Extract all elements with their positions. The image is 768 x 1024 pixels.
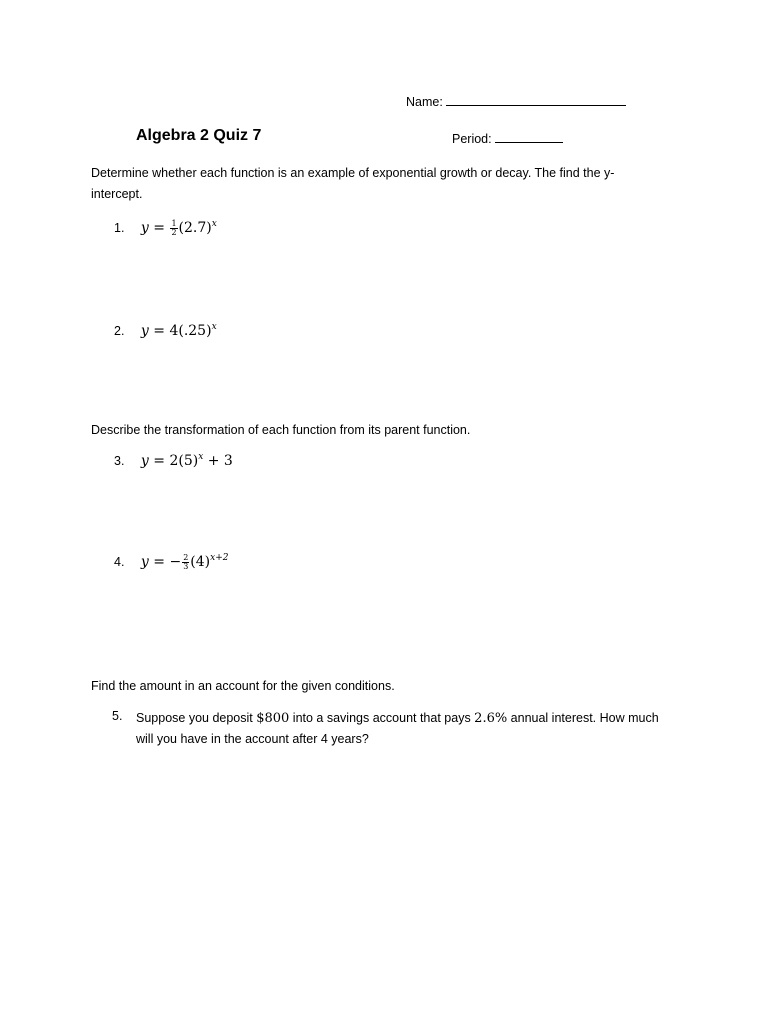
question-3-equation: $y = 2(5)^x + 3$: [140, 452, 233, 469]
question-number: 3.: [114, 454, 125, 468]
question-1: [114, 219, 217, 237]
name-field[interactable]: [406, 94, 626, 109]
question-number: 1.: [114, 221, 125, 235]
question-3: [114, 452, 233, 470]
section-3-instruction: Find the amount in an account for the given conditions.: [91, 679, 395, 693]
question-number: 4.: [114, 555, 125, 569]
section-2-instruction: Describe the transformation of each function from its parent function.: [91, 423, 471, 437]
name-label: Name:: [406, 95, 443, 109]
question-number: 2.: [114, 324, 125, 338]
question-2-equation: $y = 4(.25)^x$: [140, 322, 217, 339]
question-2: [114, 322, 217, 340]
question-number: 5.: [112, 709, 123, 723]
period-blank[interactable]: [495, 131, 563, 143]
question-1-equation: y = $\frac{1}{2}$ $(2.7)^x$: [140, 218, 217, 237]
question-5-text: Suppose you deposit $800 into a savings account that pays 2.6% annual interest. How much will you have in the account after 4 years?: [136, 711, 659, 746]
name-blank[interactable]: [446, 94, 626, 106]
period-field[interactable]: [452, 131, 563, 146]
section-1-instruction: Determine whether each function is an example of exponential growth or decay. The find the y-intercept.: [91, 166, 615, 201]
page-title: Algebra 2 Quiz 7: [136, 127, 262, 144]
period-label: Period:: [452, 132, 492, 146]
question-4: [114, 553, 228, 571]
question-4-equation: y = − $\frac{2}{3}$ $(4)^{x+2}$: [140, 552, 229, 571]
